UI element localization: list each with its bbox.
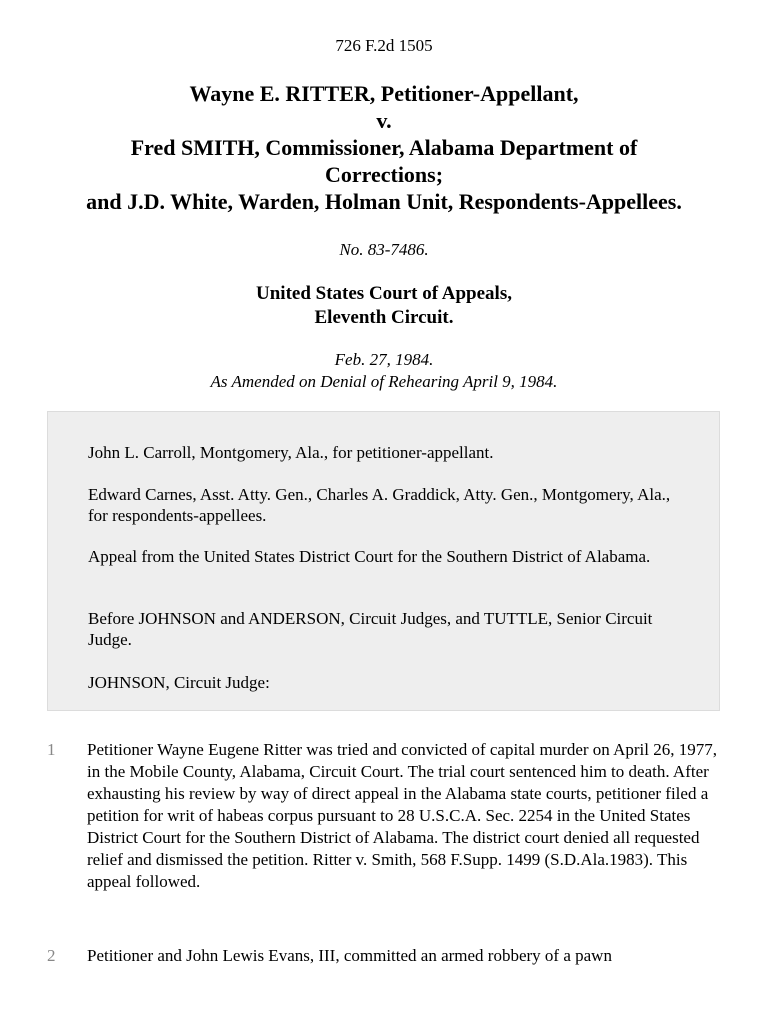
title-appellant: Wayne E. RITTER, Petitioner-Appellant, xyxy=(189,81,579,106)
counsel-appellees: Edward Carnes, Asst. Atty. Gen., Charles A. Graddick, Atty. Gen., Montgomery, Ala., for respondents-appellees. xyxy=(88,485,671,525)
title-versus: v. xyxy=(376,108,392,133)
amended-date: As Amended on Denial of Rehearing April 9, 1984. xyxy=(210,372,558,391)
case-header-box xyxy=(47,411,720,711)
opinion-author: JOHNSON, Circuit Judge: xyxy=(88,673,270,692)
case-citation: 726 F.2d 1505 xyxy=(335,36,433,55)
court-name xyxy=(0,282,768,330)
paragraph-number: 1 xyxy=(47,740,56,759)
panel-judges: Before JOHNSON and ANDERSON, Circuit Judges, and TUTTLE, Senior Circuit Judge. xyxy=(88,609,653,649)
title-appellee-line3: and J.D. White, Warden, Holman Unit, Respondents-Appellees. xyxy=(86,189,682,214)
decided-date: Feb. 27, 1984. xyxy=(334,350,434,369)
court-name-line2: Eleventh Circuit. xyxy=(314,307,454,328)
docket-number: No. 83-7486. xyxy=(339,240,429,259)
paragraph-text: Petitioner and John Lewis Evans, III, committed an armed robbery of a pawn xyxy=(87,946,612,965)
title-appellee-line2: Corrections; xyxy=(324,162,444,187)
appeal-origin: Appeal from the United States District Court for the Southern District of Alabama. xyxy=(88,547,651,566)
title-appellee-line1: Fred SMITH, Commissioner, Alabama Department of xyxy=(130,135,638,160)
decision-dates xyxy=(0,349,768,393)
paragraph-number: 2 xyxy=(47,946,56,965)
paragraph-text: Petitioner Wayne Eugene Ritter was tried and convicted of capital murder on April 26, 1977, in the Mobile County, Alabama, Circuit Court. The trial court sentenced him to death. After exhausting his review by way of direct appeal in the Alabama state courts, petitioner filed a petition for writ of habeas corpus pursuant to 28 U.S.C.A. Sec. 2254 in the United States District Court for the Southern District of Alabama. The district court denied all requested relief and dismissed the petition. Ritter v. Smith, 568 F.Supp. 1499 (S.D.Ala.1983). This appeal followed. xyxy=(87,740,717,891)
counsel-appellant: John L. Carroll, Montgomery, Ala., for petitioner-appellant. xyxy=(88,443,494,462)
case-title xyxy=(20,80,748,215)
court-name-line1: United States Court of Appeals, xyxy=(256,283,512,304)
